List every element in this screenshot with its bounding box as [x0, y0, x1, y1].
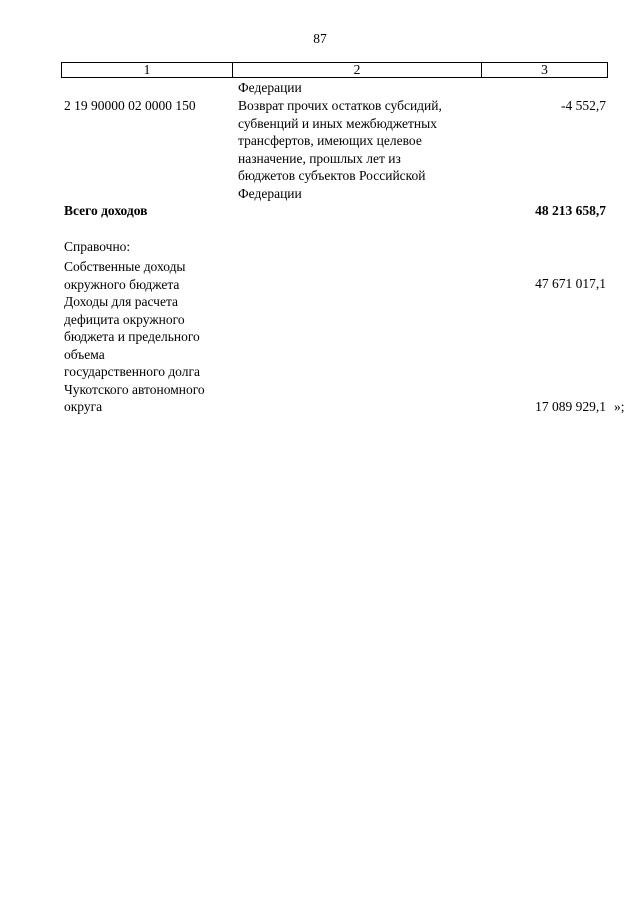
reference-heading: Справочно:: [64, 239, 131, 254]
own-income-value: 47 671 017,1: [535, 276, 606, 291]
continued-text: Федерации: [238, 80, 302, 95]
deficit-base-label: [64, 293, 205, 416]
closing-quote-mark: »;: [614, 399, 625, 414]
desc-line: трансфертов, имеющих целевое: [238, 133, 422, 148]
label-line: дефицита окружного: [64, 311, 185, 327]
label-line: Собственные доходы: [64, 259, 186, 274]
label-line: Чукотского автономного: [64, 381, 205, 397]
total-label: Всего доходов: [64, 203, 148, 218]
label-line: округа: [64, 399, 103, 414]
row-value: -4 552,7: [561, 98, 606, 113]
desc-line: бюджетов субъектов Российской: [238, 168, 426, 183]
desc-line: субвенций и иных межбюджетных: [238, 115, 437, 131]
total-value: 48 213 658,7: [535, 203, 606, 218]
own-income-label: [64, 258, 186, 293]
header-col-2: 2: [233, 63, 482, 77]
label-line: государственного долга: [64, 364, 201, 379]
desc-line: Федерации: [238, 185, 302, 201]
desc-line: назначение, прошлых лет из: [238, 150, 401, 166]
label-line: бюджета и предельного: [64, 329, 200, 344]
deficit-base-value: 17 089 929,1: [535, 399, 606, 414]
table-header-row: [61, 62, 608, 78]
desc-line: Возврат прочих остатков субсидий,: [238, 98, 442, 113]
row-code: 2 19 90000 02 0000 150: [64, 98, 196, 113]
page-number: 87: [313, 31, 327, 46]
label-line: Доходы для расчета: [64, 294, 179, 309]
label-line: объема: [64, 346, 105, 362]
row-description: [238, 97, 442, 202]
label-line: окружного бюджета: [64, 276, 180, 292]
header-col-1: 1: [62, 63, 233, 77]
header-col-3: 3: [541, 62, 548, 77]
